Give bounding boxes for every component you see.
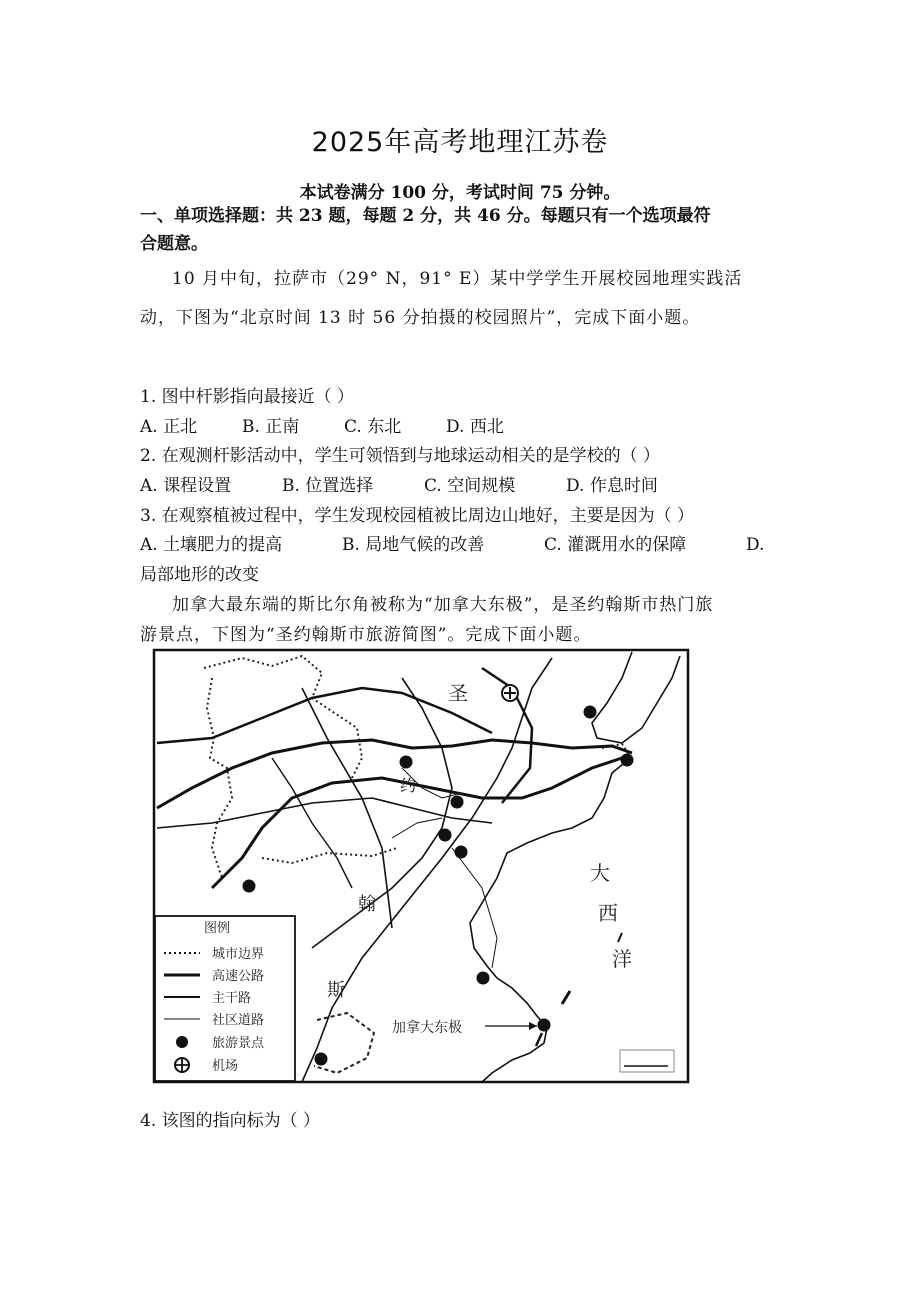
legend-highway: 高速公路 <box>212 969 265 984</box>
page-title: 2025年高考地理江苏卷 <box>311 127 609 158</box>
intro2-line-1: 加拿大最东端的斯比尔角被称为“加拿大东极”，是圣约翰斯市热门旅 <box>172 595 714 615</box>
ocean-label-da: 大 <box>590 861 610 885</box>
q3-options <box>140 530 764 555</box>
q2-options <box>140 471 658 496</box>
legend <box>155 916 295 1081</box>
tourist-spot <box>538 1019 551 1032</box>
q3-option-b: B. 局地气候的改善 <box>342 535 485 555</box>
q1-option-a: A. 正北 <box>140 417 198 437</box>
ocean-label-xi: 西 <box>598 901 618 925</box>
legend-tourist-spot: 旅游景点 <box>212 1036 265 1051</box>
ocean-label-yang: 洋 <box>612 947 632 971</box>
q3-option-d-label: D. <box>746 535 765 555</box>
q2-option-a: A. 课程设置 <box>140 476 232 496</box>
map-label-yue: 约 <box>400 776 417 795</box>
legend-title: 图例 <box>204 921 231 936</box>
legend-community-road: 社区道路 <box>212 1013 265 1028</box>
intro1-line-2: 动，下图为“北京时间 13 时 56 分拍摄的校园照片”，完成下面小题。 <box>140 308 701 328</box>
tourist-spot <box>243 880 256 893</box>
q1-option-b: B. 正南 <box>242 417 300 437</box>
q3-option-a: A. 土壤肥力的提高 <box>140 535 283 555</box>
intro1-line-1: 10 月中旬，拉萨市（29° N，91° E）某中学学生开展校园地理实践活 <box>172 269 743 289</box>
q1-options <box>140 412 504 437</box>
q2-stem: 2. 在观测杆影活动中，学生可领悟到与地球运动相关的是学校的（ ） <box>140 446 661 466</box>
q2-option-c: C. 空间规模 <box>424 476 516 496</box>
q2-option-d: D. 作息时间 <box>566 476 658 496</box>
map-label-sheng: 圣 <box>448 681 468 705</box>
q1-option-c: C. 东北 <box>344 417 402 437</box>
q3-option-c: C. 灌溉用水的保障 <box>544 535 687 555</box>
tourist-spot <box>584 706 597 719</box>
callout-label: 加拿大东极 <box>392 1020 462 1036</box>
st-johns-tourism-map <box>152 648 690 1084</box>
tourist-spot <box>315 1053 328 1066</box>
section-line-1: 一、单项选择题：共 23 题，每题 2 分，共 46 分。每题只有一个选项最符 <box>140 206 711 226</box>
q2-option-b: B. 位置选择 <box>282 476 374 496</box>
tourist-spot <box>455 846 468 859</box>
section-line-2: 合题意。 <box>140 234 208 254</box>
tourist-spot <box>621 754 634 767</box>
legend-tourist-spot-icon <box>176 1036 188 1048</box>
tourist-spot <box>400 756 413 769</box>
map-label-si: 斯 <box>327 980 345 1001</box>
q1-option-d: D. 西北 <box>446 417 504 437</box>
legend-main-road: 主干路 <box>212 991 252 1006</box>
tourist-spot <box>477 972 490 985</box>
q3-option-d-text: 局部地形的改变 <box>140 565 259 585</box>
q4-stem: 4. 该图的指向标为（ ） <box>140 1111 321 1131</box>
q3-stem: 3. 在观察植被过程中，学生发现校园植被比周边山地好，主要是因为（ ） <box>140 506 695 526</box>
exam-subtitle: 本试卷满分 100 分，考试时间 75 分钟。 <box>299 183 621 203</box>
tourist-spot <box>451 796 464 809</box>
intro2-line-2: 游景点，下图为“圣约翰斯市旅游简图”。完成下面小题。 <box>140 625 592 645</box>
tourist-spot <box>439 829 452 842</box>
scale-bar-box <box>620 1050 674 1072</box>
legend-airport: 机场 <box>212 1059 239 1074</box>
q1-stem: 1. 图中杆影指向最接近（ ） <box>140 387 355 407</box>
section-heading <box>140 202 790 258</box>
map-label-han: 翰 <box>358 894 376 915</box>
legend-city-boundary: 城市边界 <box>212 947 265 962</box>
airport-symbol <box>502 685 518 701</box>
